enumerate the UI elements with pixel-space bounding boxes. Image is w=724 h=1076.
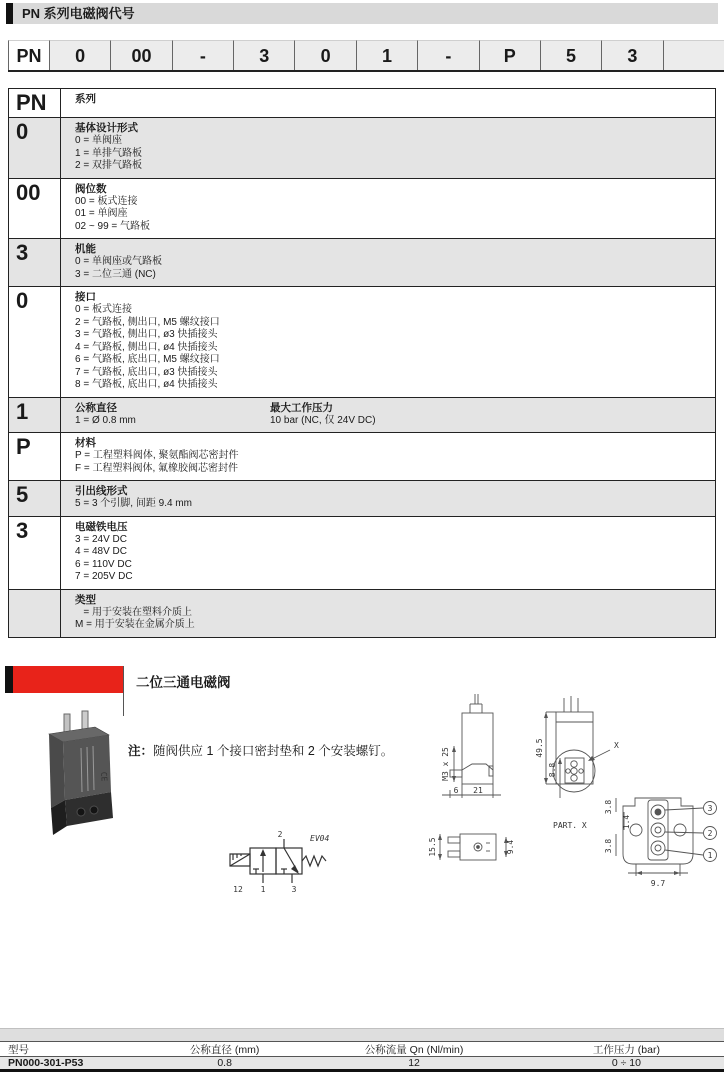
table-row bbox=[9, 118, 715, 179]
code-cell-3: - bbox=[173, 40, 234, 70]
dim-m3x25: M3 x 25 bbox=[441, 747, 450, 781]
dim-8-8: 8.8 bbox=[548, 762, 557, 778]
dim-21: 21 bbox=[473, 786, 483, 795]
part-x-label: PART. X bbox=[553, 821, 587, 830]
row-option: 6 = 气路板, 底出口, M5 螺纹接口 bbox=[75, 354, 220, 365]
table-row bbox=[9, 239, 715, 287]
row-code: P bbox=[9, 433, 61, 480]
spec-header-model: 型号 bbox=[8, 1044, 29, 1056]
row-option: F = 工程塑料阀体, 氟橡胶阀芯密封件 bbox=[75, 462, 239, 474]
row-option: 2 = 双排气路板 bbox=[75, 160, 142, 171]
row-title: 电磁铁电压 bbox=[75, 520, 128, 533]
row-option: 6 = 110V DC bbox=[75, 558, 132, 570]
row-option: 7 = 气路板, 底出口, ø3 快插接头 bbox=[75, 366, 218, 378]
row-option: 02 ~ 99 = 气路板 bbox=[75, 220, 151, 232]
row-title: 基体设计形式 bbox=[75, 122, 138, 134]
banner-red-bar bbox=[13, 666, 123, 693]
row-option: 00 = 板式连接 bbox=[75, 195, 138, 207]
code-cell-5: 0 bbox=[295, 40, 356, 70]
code-cell-2: 00 bbox=[111, 40, 172, 70]
code-cell-11 bbox=[664, 40, 724, 70]
balloon-1: 1 bbox=[707, 851, 713, 860]
section-note bbox=[128, 741, 393, 759]
code-cell-4: 3 bbox=[234, 40, 295, 70]
table-row bbox=[9, 590, 715, 637]
spec-header-diameter: 公称直径 (mm) bbox=[189, 1044, 260, 1056]
code-cell-7: - bbox=[418, 40, 479, 70]
spec-pressure-value: 0 ÷ 10 bbox=[611, 1057, 641, 1069]
code-cell-1: 0 bbox=[50, 40, 111, 70]
table-row bbox=[9, 481, 715, 517]
code-cell-10: 3 bbox=[602, 40, 663, 70]
spec-flow-value: 12 bbox=[408, 1057, 420, 1069]
row-option: 3 = 气路板, 侧出口, ø3 快插接头 bbox=[75, 329, 218, 340]
code-cell-9: 5 bbox=[541, 40, 602, 70]
row-option: 01 = 单阀座 bbox=[75, 208, 128, 219]
spec-model-value: PN000-301-P53 bbox=[8, 1057, 84, 1069]
row-option: 0 = 单阀座或气路板 bbox=[75, 256, 162, 267]
code-cell-8: P bbox=[480, 40, 541, 70]
note-text: 随阀供应 1 个接口密封垫和 2 个安装螺钉。 bbox=[153, 744, 394, 758]
section-banner bbox=[5, 666, 123, 693]
row-title: 类型 bbox=[75, 593, 96, 606]
page-header bbox=[6, 3, 718, 24]
row-option: 10 bar (NC, 仅 24V DC) bbox=[270, 414, 376, 426]
row-code: 5 bbox=[9, 481, 61, 516]
spec-header-pressure: 工作压力 (bar) bbox=[592, 1044, 660, 1056]
row-code: 1 bbox=[9, 398, 61, 433]
row-code: PN bbox=[9, 89, 61, 117]
row-code: 3 bbox=[9, 517, 61, 589]
row-title: 接口 bbox=[75, 291, 96, 303]
code-cell-series: PN bbox=[8, 40, 50, 70]
table-row bbox=[9, 179, 715, 240]
dim-9-4: 9.4 bbox=[506, 839, 515, 855]
row-title-secondary: 最大工作压力 bbox=[270, 401, 333, 414]
table-row bbox=[9, 433, 715, 481]
code-legend-table bbox=[8, 88, 716, 638]
row-option: 4 = 48V DC bbox=[75, 546, 127, 557]
dim-15-5: 15.5 bbox=[428, 837, 437, 857]
row-code: 0 bbox=[9, 287, 61, 397]
balloon-3: 3 bbox=[707, 804, 713, 813]
spec-table bbox=[0, 1028, 724, 1072]
dim-3-8-bottom: 3.8 bbox=[604, 838, 613, 854]
table-row bbox=[9, 89, 715, 118]
row-option: M = 用于安装在金属介质上 bbox=[75, 619, 195, 630]
dim-1-4: 1.4 bbox=[622, 814, 631, 830]
row-code: 0 bbox=[9, 118, 61, 178]
table-row bbox=[9, 398, 715, 434]
row-option: 7 = 205V DC bbox=[75, 571, 133, 582]
row-option: 1 = 单排气路板 bbox=[75, 147, 142, 159]
balloon-2: 2 bbox=[707, 829, 713, 838]
page-title: PN 系列电磁阀代号 bbox=[13, 3, 718, 24]
port-1-label: 1 bbox=[260, 885, 266, 894]
row-code: 00 bbox=[9, 179, 61, 239]
row-option: 5 = 3 个引脚, 间距 9.4 mm bbox=[75, 498, 192, 509]
port-12-label: 12 bbox=[233, 885, 243, 894]
code-cell-6: 1 bbox=[357, 40, 418, 70]
valve-product-photo bbox=[25, 708, 125, 840]
row-option: 4 = 气路板, 侧出口, ø4 快插接头 bbox=[75, 341, 218, 353]
section-title: 二位三通电磁阀 bbox=[136, 675, 231, 690]
banner-accent-bar bbox=[5, 666, 13, 693]
header-accent-bar bbox=[6, 3, 13, 24]
row-code: 3 bbox=[9, 239, 61, 286]
spec-table-top-strip bbox=[0, 1028, 724, 1041]
dim-49-5: 49.5 bbox=[535, 738, 544, 758]
row-option: 8 = 气路板, 底出口, ø4 快插接头 bbox=[75, 379, 218, 390]
spec-diameter-value: 0.8 bbox=[217, 1057, 232, 1069]
row-option: 0 = 板式连接 bbox=[75, 304, 132, 315]
row-option: P = 工程塑料阀体, 聚氨酯阀芯密封件 bbox=[75, 450, 239, 461]
row-title: 阀位数 bbox=[75, 182, 107, 195]
table-row bbox=[9, 517, 715, 590]
spec-header-flow: 公称流量 Qn (Nl/min) bbox=[364, 1044, 464, 1056]
row-title: 引出线形式 bbox=[75, 485, 128, 497]
dim-6: 6 bbox=[453, 786, 459, 795]
detail-x-label: X bbox=[614, 741, 619, 750]
svg-text:CE: CE bbox=[99, 771, 109, 782]
dimension-drawings bbox=[418, 686, 724, 918]
row-option: 3 = 24V DC bbox=[75, 533, 127, 545]
row-title: 机能 bbox=[75, 243, 96, 255]
spec-data-row bbox=[0, 1057, 724, 1072]
ordering-code-strip bbox=[8, 40, 724, 72]
row-title: 材料 bbox=[75, 437, 96, 449]
pneumatic-circuit-symbol bbox=[220, 828, 340, 896]
row-option: 0 = 单阀座 bbox=[75, 135, 122, 146]
row-option: 3 = 二位三通 (NC) bbox=[75, 268, 156, 280]
table-row bbox=[9, 287, 715, 398]
row-title: 公称直径 bbox=[75, 401, 117, 414]
dim-3-8-top: 3.8 bbox=[604, 799, 613, 815]
row-option: = 用于安装在塑料介质上 bbox=[75, 606, 192, 618]
port-3-label: 3 bbox=[291, 885, 297, 894]
row-code bbox=[9, 590, 61, 637]
row-title: 系列 bbox=[75, 93, 96, 105]
port-2-label: 2 bbox=[277, 830, 283, 839]
symbol-tag: EV04 bbox=[310, 834, 330, 843]
row-option: 1 = Ø 0.8 mm bbox=[75, 414, 136, 426]
dim-9-7: 9.7 bbox=[650, 879, 666, 888]
row-option: 2 = 气路板, 侧出口, M5 螺纹接口 bbox=[75, 316, 220, 328]
spec-header-row bbox=[0, 1041, 724, 1057]
note-prefix: 注： bbox=[128, 744, 154, 758]
